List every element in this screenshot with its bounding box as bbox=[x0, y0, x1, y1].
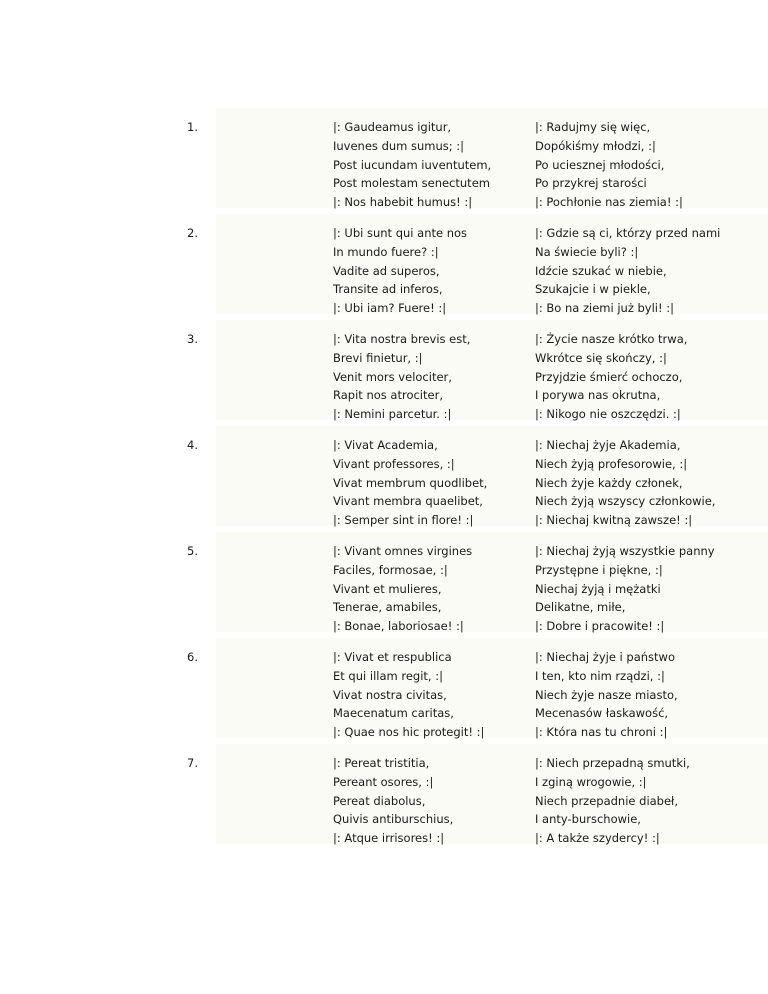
latin-verse bbox=[333, 542, 472, 636]
polish-verse bbox=[535, 436, 715, 530]
stanza-number-cell bbox=[152, 638, 216, 738]
polish-line: Idźcie szukać w niebie, bbox=[535, 263, 667, 278]
latin-line: Pereat diabolus, bbox=[333, 793, 426, 808]
stanza-number-cell bbox=[152, 426, 216, 526]
latin-line: Iuvenes dum sumus; :| bbox=[333, 138, 465, 153]
polish-verse bbox=[535, 118, 683, 212]
latin-verse bbox=[333, 436, 487, 530]
latin-line: Quivis antiburschius, bbox=[333, 812, 454, 827]
polish-line: I ten, kto nim rządzi, :| bbox=[535, 668, 665, 683]
latin-line: |: Bonae, laboriosae! :| bbox=[333, 619, 464, 634]
polish-line: |: Niechaj żyje i państwo bbox=[535, 650, 675, 664]
latin-line: Vadite ad superos, bbox=[333, 263, 440, 278]
polish-line: Przyjdzie śmierć ochoczo, bbox=[535, 369, 683, 384]
stanza-row bbox=[0, 638, 768, 744]
latin-line: Tenerae, amabiles, bbox=[333, 600, 442, 615]
stanza-number: 6. bbox=[187, 650, 198, 664]
polish-line: |: Niechaj żyją wszystkie panny bbox=[535, 544, 715, 558]
polish-line: Na świecie byli? :| bbox=[535, 244, 639, 259]
latin-line: Post molestam senectutem bbox=[333, 176, 490, 191]
polish-line: I zginą wrogowie, :| bbox=[535, 774, 647, 789]
stanza-row bbox=[0, 320, 768, 426]
latin-line: |: Atque irrisores! :| bbox=[333, 831, 445, 846]
stanza-number: 7. bbox=[187, 756, 198, 770]
latin-line: |: Ubi iam? Fuere! :| bbox=[333, 301, 447, 316]
polish-line: I anty-burschowie, bbox=[535, 812, 641, 827]
stanza-number-cell bbox=[152, 108, 216, 208]
latin-line: Vivat membrum quodlibet, bbox=[333, 475, 488, 490]
stanza-row bbox=[0, 426, 768, 532]
latin-line: Vivant professores, :| bbox=[333, 456, 455, 471]
polish-line: Przystępne i piękne, :| bbox=[535, 562, 663, 577]
stanza-row bbox=[0, 108, 768, 214]
latin-line: Post iucundam iuventutem, bbox=[333, 157, 492, 172]
stanza-number-cell bbox=[152, 320, 216, 420]
stanza-number: 2. bbox=[187, 226, 198, 240]
polish-line: Wkrótce się skończy, :| bbox=[535, 350, 667, 365]
polish-line: Niech żyje nasze miasto, bbox=[535, 687, 678, 702]
polish-line: |: Bo na ziemi już byli! :| bbox=[535, 301, 675, 316]
polish-line: |: Gdzie są ci, którzy przed nami bbox=[535, 226, 721, 240]
latin-line: Transite ad inferos, bbox=[333, 282, 443, 297]
latin-line: In mundo fuere? :| bbox=[333, 244, 439, 259]
latin-line: |: Pereat tristitia, bbox=[333, 756, 430, 770]
latin-line: Vivat nostra civitas, bbox=[333, 687, 447, 702]
polish-line: Niechaj żyją i mężatki bbox=[535, 581, 661, 596]
latin-line: Brevi finietur, :| bbox=[333, 350, 423, 365]
stanza-row bbox=[0, 744, 768, 850]
polish-line: Delikatne, miłe, bbox=[535, 600, 626, 615]
polish-line: |: Która nas tu chroni :| bbox=[535, 725, 668, 740]
latin-line: |: Vivant omnes virgines bbox=[333, 544, 473, 558]
polish-line: |: Pochłonie nas ziemia! :| bbox=[535, 195, 683, 210]
latin-line: Et qui illam regit, :| bbox=[333, 668, 443, 683]
stanza-number: 5. bbox=[187, 544, 198, 558]
polish-line: Niech żyją profesorowie, :| bbox=[535, 456, 688, 471]
latin-line: |: Gaudeamus igitur, bbox=[333, 120, 452, 134]
polish-line: Po przykrej starości bbox=[535, 176, 647, 191]
polish-line: Po uciesznej młodości, bbox=[535, 157, 665, 172]
lyrics-table bbox=[0, 108, 768, 850]
polish-line: I porywa nas okrutna, bbox=[535, 388, 661, 403]
stanza-row bbox=[0, 214, 768, 320]
latin-line: Vivant membra quaelibet, bbox=[333, 494, 483, 509]
stanza-number-cell bbox=[152, 532, 216, 632]
stanza-number: 1. bbox=[187, 120, 198, 134]
polish-line: |: Życie nasze krótko trwa, bbox=[535, 332, 688, 346]
latin-line: Rapit nos atrociter, bbox=[333, 388, 443, 403]
latin-line: Venit mors velociter, bbox=[333, 369, 452, 384]
polish-line: Niech żyje każdy członek, bbox=[535, 475, 683, 490]
latin-verse bbox=[333, 118, 491, 212]
latin-line: |: Vita nostra brevis est, bbox=[333, 332, 471, 346]
polish-verse bbox=[535, 754, 690, 848]
polish-line: Dopókiśmy młodzi, :| bbox=[535, 138, 656, 153]
latin-line: Vivant et mulieres, bbox=[333, 581, 442, 596]
latin-line: |: Vivat Academia, bbox=[333, 438, 438, 452]
polish-line: Niech przepadnie diabeł, bbox=[535, 793, 678, 808]
polish-line: Niech żyją wszyscy członkowie, bbox=[535, 494, 716, 509]
latin-line: |: Semper sint in flore! :| bbox=[333, 513, 474, 528]
polish-line: |: Niech przepadną smutki, bbox=[535, 756, 690, 770]
stanza-row bbox=[0, 532, 768, 638]
polish-line: |: Nikogo nie oszczędzi. :| bbox=[535, 407, 681, 422]
stanza-number: 4. bbox=[187, 438, 198, 452]
polish-line: Mecenasów łaskawość, bbox=[535, 706, 669, 721]
polish-verse bbox=[535, 330, 687, 424]
latin-line: |: Ubi sunt qui ante nos bbox=[333, 226, 468, 240]
latin-line: |: Vivat et respublica bbox=[333, 650, 452, 664]
polish-line: |: Radujmy się więc, bbox=[535, 120, 651, 134]
latin-verse bbox=[333, 648, 484, 742]
stanza-number-cell bbox=[152, 744, 216, 844]
latin-verse bbox=[333, 330, 470, 424]
stanza-number: 3. bbox=[187, 332, 198, 346]
latin-verse bbox=[333, 224, 467, 318]
latin-line: |: Quae nos hic protegit! :| bbox=[333, 725, 485, 740]
polish-verse bbox=[535, 542, 715, 636]
polish-line: |: Niechaj żyje Akademia, bbox=[535, 438, 681, 452]
polish-verse bbox=[535, 224, 720, 318]
latin-line: Pereant osores, :| bbox=[333, 774, 434, 789]
polish-line: |: A także szydercy! :| bbox=[535, 831, 660, 846]
latin-line: Maecenatum caritas, bbox=[333, 706, 454, 721]
latin-line: |: Nos habebit humus! :| bbox=[333, 195, 473, 210]
polish-verse bbox=[535, 648, 678, 742]
latin-verse bbox=[333, 754, 453, 848]
latin-line: Faciles, formosae, :| bbox=[333, 562, 448, 577]
polish-line: Szukajcie i w piekle, bbox=[535, 282, 651, 297]
latin-line: |: Nemini parcetur. :| bbox=[333, 407, 452, 422]
stanza-number-cell bbox=[152, 214, 216, 314]
polish-line: |: Niechaj kwitną zawsze! :| bbox=[535, 513, 693, 528]
polish-line: |: Dobre i pracowite! :| bbox=[535, 619, 665, 634]
